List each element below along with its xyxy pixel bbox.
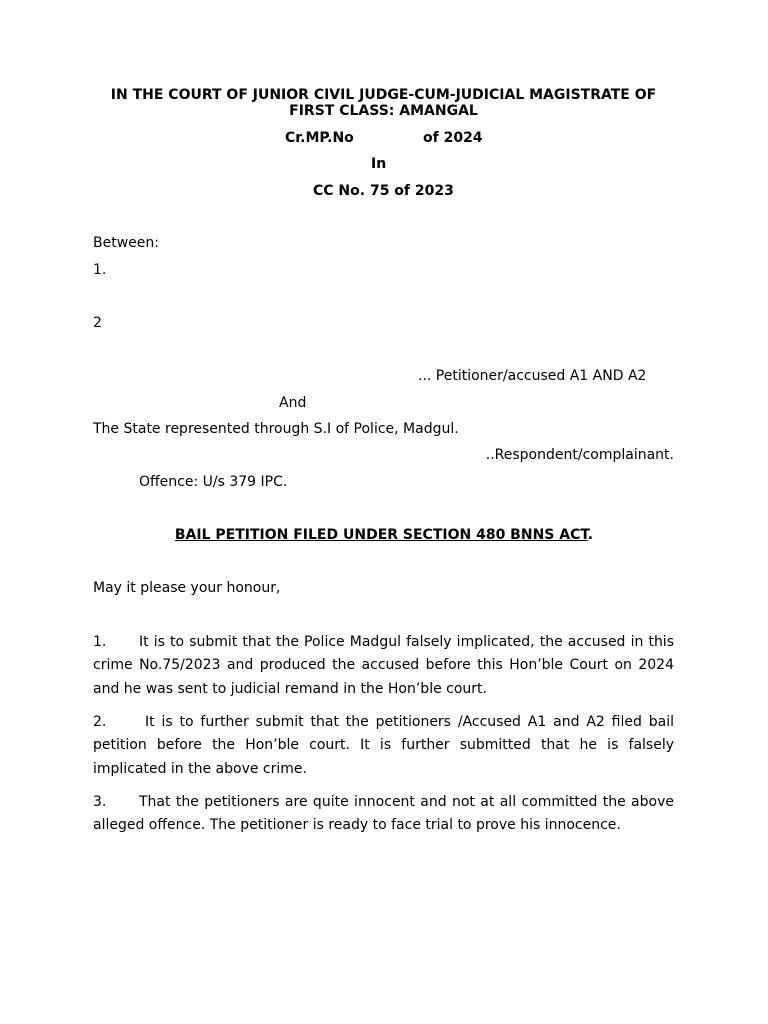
court-heading xyxy=(93,87,674,119)
petitioner-label: ... Petitioner/accused A1 AND A2 xyxy=(418,368,647,384)
and-label: And xyxy=(279,395,307,411)
offence-label: Offence: U/s 379 IPC. xyxy=(139,474,288,490)
paragraph-3-number: 3. xyxy=(93,794,107,810)
petition-title-period: . xyxy=(587,527,594,543)
crmp-year: of 2024 xyxy=(423,130,483,146)
cc-number: CC No. 75 of 2023 xyxy=(313,183,454,199)
party-item-2: 2 xyxy=(93,315,102,331)
party-item-1: 1. xyxy=(93,262,107,278)
paragraph-1-text: It is to submit that the Police Madgul falsely implicated, the accused in this crime No.75/2023 and produced the accused before this Hon’ble Court on 2024 and he was sent to judicial remand in the Hon’ble court. xyxy=(93,634,674,697)
petition-title xyxy=(0,527,768,544)
salutation: May it please your honour, xyxy=(93,580,281,596)
crmp-label: Cr.MP.No xyxy=(285,130,354,146)
in-label: In xyxy=(371,156,387,172)
court-heading-line2: FIRST CLASS: AMANGAL xyxy=(289,103,478,119)
respondent-name: The State represented through S.I of Police, Madgul. xyxy=(93,421,459,437)
court-heading-line1: IN THE COURT OF JUNIOR CIVIL JUDGE-CUM-JUDICIAL MAGISTRATE OF xyxy=(110,87,657,103)
paragraph-1 xyxy=(93,631,674,701)
paragraph-2-text: It is to further submit that the petitioners /Accused A1 and A2 filed bail petition before the Hon’ble court. It is further submitted that he is falsely implicated in the above crime. xyxy=(93,714,674,777)
paragraph-3-text: That the petitioners are quite innocent and not at all committed the above alleged offence. The petitioner is ready to face trial to prove his innocence. xyxy=(93,794,674,834)
between-label: Between: xyxy=(93,235,159,251)
respondent-label: ..Respondent/complainant. xyxy=(485,447,674,463)
paragraph-3 xyxy=(93,791,674,838)
paragraph-1-number: 1. xyxy=(93,634,107,650)
paragraph-2 xyxy=(93,711,674,781)
paragraph-2-number: 2. xyxy=(93,714,107,730)
petition-title-text: BAIL PETITION FILED UNDER SECTION 480 BNNS ACT xyxy=(174,527,588,543)
